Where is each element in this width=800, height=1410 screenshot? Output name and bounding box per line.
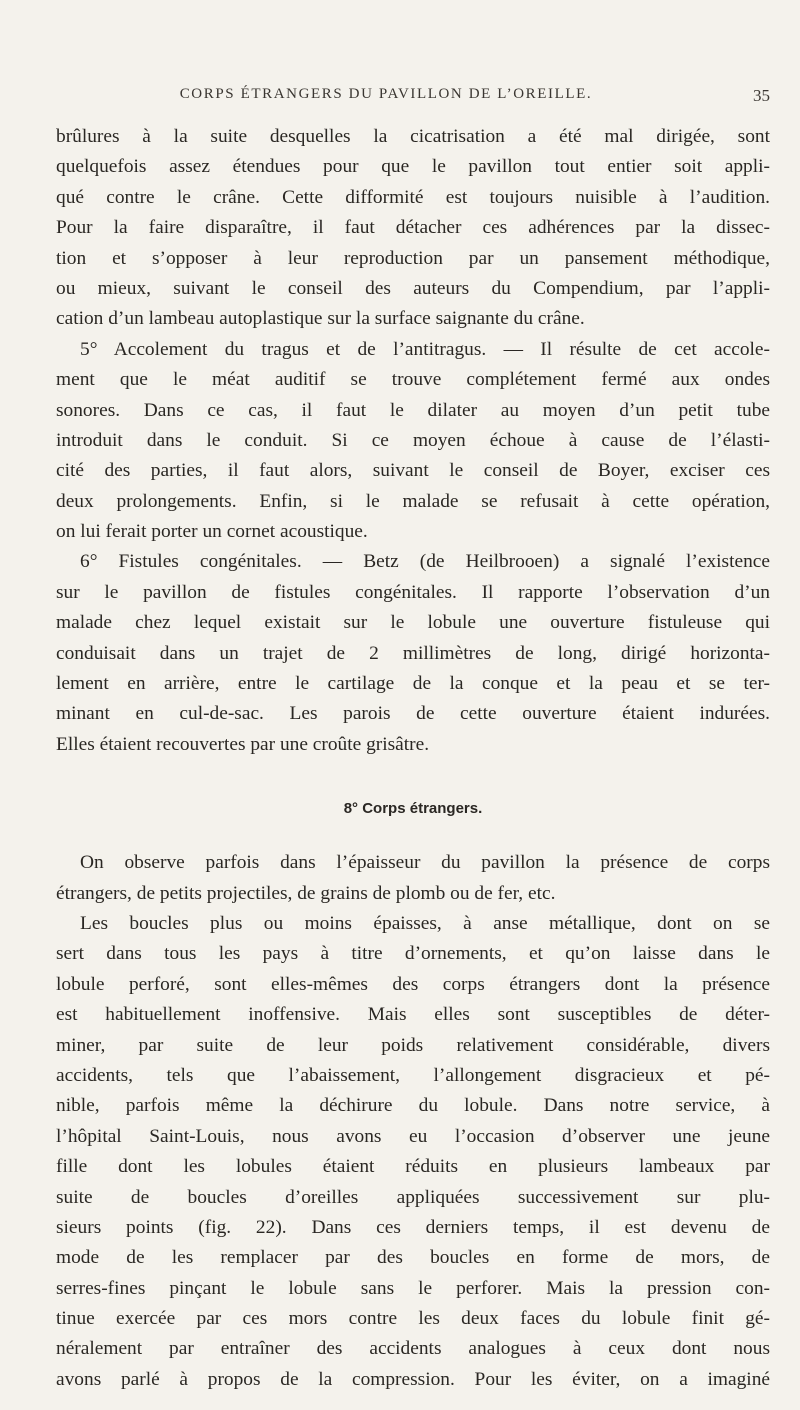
text-line: Pour la faire disparaître, il faut détacher ces adhérences par la dissec- [56, 217, 770, 239]
text-line: qué contre le crâne. Cette difformité est toujours nuisible à l’audition. [56, 186, 770, 208]
text-line: 5° Accolement du tragus et de l’antitragus. — Il résulte de cet accole- [80, 338, 770, 360]
running-head [56, 86, 770, 106]
paragraph [56, 335, 770, 548]
text-line: deux prolongements. Enfin, si le malade se refusait à cette opération, [56, 490, 770, 512]
text-line: minant en cul-de-sac. Les parois de cette ouverture étaient indurées. [56, 703, 770, 725]
text-line: ment que le méat auditif se trouve complétement fermé aux ondes [56, 369, 770, 391]
text-line: mode de les remplacer par des boucles en forme de mors, de [56, 1247, 770, 1269]
text-line: malade chez lequel existait sur le lobule une ouverture fistuleuse qui [56, 612, 770, 634]
text-line: Les boucles plus ou moins épaisses, à anse métallique, dont on se [80, 912, 770, 934]
text-line: nible, parfois même la déchirure du lobule. Dans notre service, à [56, 1095, 770, 1117]
text-line: fille dont les lobules étaient réduits en plusieurs lambeaux par [56, 1156, 770, 1178]
paragraph [56, 909, 770, 1395]
section-heading: 8° Corps étrangers. [343, 800, 483, 818]
text-line: serres-fines pinçant le lobule sans le perforer. Mais la pression con- [56, 1277, 770, 1299]
text-line: suite de boucles d’oreilles appliquées successivement sur plu- [56, 1186, 770, 1208]
text-line: tion et s’opposer à leur reproduction par un pansement méthodique, [56, 247, 770, 269]
text-line: avons parlé à propos de la compression. Pour les éviter, on a imaginé [56, 1368, 770, 1390]
text-line: accidents, tels que l’abaissement, l’allongement disgracieux et pé- [56, 1064, 770, 1086]
text-line: lobule perforé, sont elles-mêmes des corps étrangers dont la présence [56, 973, 770, 995]
text-line: conduisait dans un trajet de 2 millimètres de long, dirigé horizonta- [56, 642, 770, 664]
spacer [56, 820, 770, 848]
text-line: ou mieux, suivant le conseil des auteurs du Compendium, par l’appli- [56, 277, 770, 299]
text-line: sieurs points (fig. 22). Dans ces derniers temps, il est devenu de [56, 1216, 770, 1238]
text-line: 6° Fistules congénitales. — Betz (de Heilbrooen) a signalé l’existence [80, 551, 770, 573]
text-line: Elles étaient recouvertes par une croûte grisâtre. [56, 733, 430, 755]
text-line: miner, par suite de leur poids relativement considérable, divers [56, 1034, 770, 1056]
book-page [56, 0, 770, 1410]
text-line: cation d’un lambeau autoplastique sur la surface saignante du crâne. [56, 308, 585, 330]
text-line: néralement par entraîner des accidents analogues à ceux dont nous [56, 1338, 770, 1360]
text-line: brûlures à la suite desquelles la cicatrisation a été mal dirigée, sont [56, 126, 770, 147]
paragraph [56, 848, 770, 909]
text-line: sonores. Dans ce cas, il faut le dilater au moyen d’un petit tube [56, 399, 770, 421]
body-text [56, 122, 770, 1395]
paragraph [56, 547, 770, 760]
page-number: 35 [753, 86, 770, 105]
running-title: CORPS ÉTRANGERS DU PAVILLON DE L’OREILLE. [179, 86, 593, 102]
text-line: on lui ferait porter un cornet acoustique. [56, 521, 368, 543]
text-line: étrangers, de petits projectiles, de grains de plomb ou de fer, etc. [56, 882, 556, 904]
text-line: est habituellement inoffensive. Mais elles sont susceptibles de déter- [56, 1004, 770, 1026]
paragraph [56, 122, 770, 335]
spacer [56, 760, 770, 798]
text-line: tinue exercée par ces mors contre les deux faces du lobule finit gé- [56, 1308, 770, 1330]
text-line: lement en arrière, entre le cartilage de la conque et la peau et se ter- [56, 673, 770, 695]
text-line: sert dans tous les pays à titre d’ornements, et qu’on laisse dans le [56, 943, 770, 965]
text-line: On observe parfois dans l’épaisseur du pavillon la présence de corps [80, 852, 770, 874]
text-line: l’hôpital Saint-Louis, nous avons eu l’occasion d’observer une jeune [56, 1125, 770, 1147]
text-line: cité des parties, il faut alors, suivant le conseil de Boyer, exciser ces [56, 460, 770, 482]
text-line: sur le pavillon de fistules congénitales. Il rapporte l’observation d’un [56, 581, 770, 603]
text-line: introduit dans le conduit. Si ce moyen échoue à cause de l’élasti- [56, 429, 770, 451]
text-line: quelquefois assez étendues pour que le pavillon tout entier soit appli- [56, 156, 770, 178]
